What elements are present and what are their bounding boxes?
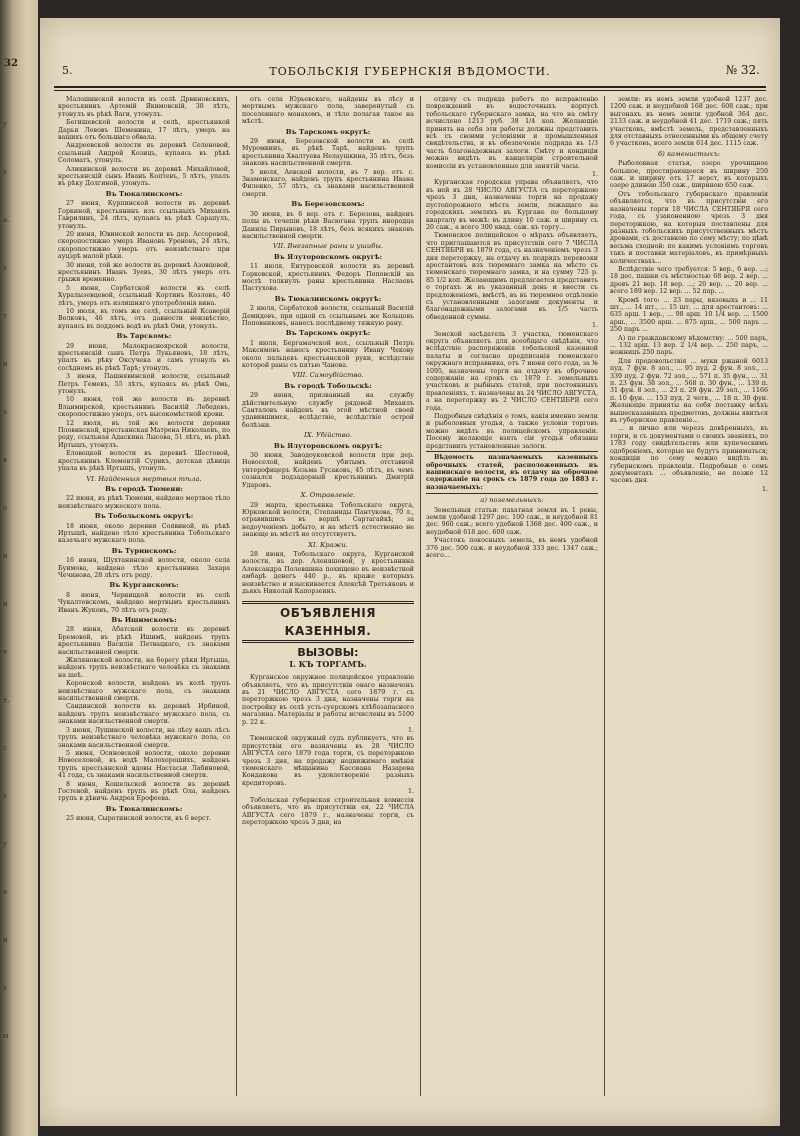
section-heading: Въ Ишимскомъ:: [111, 616, 177, 624]
section-heading: Въ Тарскомъ:: [116, 332, 172, 341]
boxed-notice: Вѣдомость назначаемыхъ казенныхъ оброчныхъ статей, расположенныхъ въ вашинскаго волости, въ отдачу на оброчное содержаніе на срокъ съ 1879 года до 1883 г. назначаемыхъ:: [426, 451, 598, 494]
paragraph: 8 июня, Черницкой волости въ селѣ Чукалтевскомъ, найдено мертвымъ крестьянинъ Иванъ Жуковъ, 70 лѣтъ отъ роду.: [58, 591, 230, 614]
binding-fragment: ь: [3, 984, 7, 992]
section-heading: Въ городѣ Тюмени:: [105, 484, 183, 493]
paragraph: Коронской волости, найденъ въ колѣ трупъ неизвѣстнаго мужскаго пола, съ знаками насильственной смерти.: [58, 680, 230, 703]
binding-fragment: о: [3, 504, 8, 512]
binding-fragment: т: [3, 312, 7, 320]
binding-fragment: у: [3, 840, 8, 848]
paragraph: 29 июня, Малокрасноярской волости, крестьянскій сынъ Петръ Лукьяновъ, 18 лѣтъ, упалъ въ рѣку Оксучека и самъ утонулъ въ сосѣднемъ въ рѣкѣ Тарѣ; утонулъ.: [58, 342, 230, 372]
paragraph: Бегишевской волости и селѣ, крестьянкой Дарьи Левовъ Шеменина, 17 лѣтъ, умеръ на вашихъ отъ большаго обвала.: [58, 119, 230, 142]
paragraph: Земельныя статьи: пахатная земля въ 1 ревы, земли удобной 1297 дес. 100 саж., и неудобной 81 дес. 960 саж.; всего удобной 1368 дес. 400 саж., и неудобной 618 дес. 600 саж.: [426, 506, 598, 536]
paragraph: 1 июля, Бергамачской вол., ссыльный Петръ Максимовъ нанесъ крестьянину Ивану Чекову около пальцевъ крестьянской руки, вслѣдствіе которой раны съ пятью Чанова.: [242, 339, 414, 369]
paragraph: 29 марта, крестьянка Тобольскаго округа, Юрковской волости, Степаниды Пантукова, 70 л., отравившись въ вершѣ Сартагайкѣ; за недоученіемъ добыто, и на мѣстѣ естественно не знающе въ мѣстѣ не отсутствуетъ.: [242, 501, 414, 539]
binding-fragment: е: [3, 648, 8, 656]
binding-fragment: ь: [3, 792, 7, 800]
paragraph: Малошинской волости въ селѣ Дрвиновскихъ, крестьянинъ Артемій Якимовскій, 38 лѣтъ, утонулъ въ рѣкѣ Ваги, утонулъ.: [58, 96, 230, 118]
binding-fragment: е,: [3, 696, 10, 704]
paragraph: Участокъ покосныхъ земель, въ немъ удобной 376 дес. 500 саж. и неудобной 333 дес. 1347 саж.; всего...: [426, 537, 598, 559]
section-subheading: XI. Кражи.: [308, 540, 348, 549]
paragraph: Тюменской окружный судъ публикуетъ, что въ присутствіи его назначены въ 28 ЧИСЛО АВГУСТА сего 1879 года торги, съ переторжкою чрезъ 3 дня, на продажу недвижимаго имѣнія тюменскаго мѣщанина Кассиана Назарова Кондакова въ удовлетвореніе разныхъ кредиторовъ.: [242, 735, 414, 787]
item-end-marker: 1.: [591, 171, 598, 179]
paragraph: Сандинской волости въ деревнѣ Ирбиной, найденъ трупъ неизвѣстнаго мужскаго пола, съ знаками насильственной смерти.: [58, 703, 230, 726]
binding-fragment: ы: [3, 1032, 9, 1040]
binding-fragment: и: [3, 936, 8, 944]
binding-fragment: ь: [3, 264, 7, 272]
paragraph: Тюменское полицейское о мѣрахъ объявляетъ, что приглашаются въ присутствіи сего 7 ЧИСЛА СЕНТЯБРЯ въ 1879 года, съ назначеніемъ чрезъ 3 дня переторжку, на отдачу въ подрядъ перевозки арестантовъ изъ тюремнаго замка на мѣсто съ тюменскаго тюремнаго замка, и на сумму 725 р. 85 1/2 коп. Желающимъ предлагается представить о торгахъ ж въ указанный день и внести съ предложеніемъ, вмѣстѣ, въ въ тюремное отдѣленіе съ установленными залогами документы и благонадежными залогами въ 1/5 часть обведенной суммы.: [426, 232, 598, 321]
binding-fragment: ь: [3, 168, 7, 176]
binding-fragment: у: [3, 120, 8, 128]
section-subheading: X. Отравленіе.: [300, 491, 356, 500]
header-rule: [54, 86, 766, 88]
page-header: [54, 62, 766, 84]
section-heading: Въ Тарскомъ округѣ:: [285, 127, 371, 136]
paragraph: 29 июня, призванный на службу дѣйствительную службу рядовой Михаилъ Санталовъ найденъ въ этой мѣстной своей удавившимся, вслѣдствіе, вслѣдствіе острой болѣзни.: [242, 392, 414, 429]
section-heading: Въ Тобольскомъ округѣ:: [94, 512, 194, 521]
section-heading: Въ Березовскомъ:: [291, 200, 365, 209]
page-number: 5.: [62, 64, 73, 77]
section-heading: Въ Курганскомъ:: [109, 581, 179, 590]
paragraph: 28 июня, Абатской волости въ деревнѣ Бремовой, въ рѣкѣ Ишимѣ, найденъ трупъ крестьянина Василія Петвацкаго, съ знаками насильственной смерти.: [58, 626, 230, 656]
announcements-section: I. КЪ ТОРГАМЪ.: [289, 658, 367, 669]
binding-fragment: а: [3, 888, 8, 896]
paragraph: 20 июня, Ювинской волости въ дер. Ассоровой, скоропостижно умеръ Ивановъ Уреновъ, 24 лѣтъ, скоропостижно умеръ отъ неизвѣстнаго при ауцзрѣ малой рѣки.: [58, 230, 230, 261]
paragraph: Отъ тобольскаго губернскаго правленія объявляется, что въ присутствіи его назначены торги 18 ЧИСЛА СЕНТЯБРЯ сего года, съ узаконенною чрезъ 3 дня переторжкою, на которыя поставлены для разныхъ тобольскихъ присутственныхъ мѣстъ дровами, съ доставкою по сему мѣсту; по цѣнѣ весьма сходной: по какимъ условіямъ торговъ такъ и поставки матеріаловъ, въ примѣрныхъ количествахъ...: [610, 190, 768, 265]
paragraph: 5 июня, Осиновской волости, около деревни Новоселовой, въ водѣ Малохорошихъ, найденъ трупъ крестьянской вдовы Настасьи Лабиновой, 41 года, съ знаками насильственной смерти.: [58, 749, 230, 780]
announcements-subtitle: ВЫЗОВЫ:: [297, 646, 359, 660]
section-heading: Въ Тюкалинскомъ:: [105, 804, 183, 813]
column-4: [610, 96, 768, 1106]
newspaper-page: [40, 18, 780, 1126]
section-heading: Въ Тарскомъ округѣ:: [285, 329, 371, 338]
column-divider: [420, 96, 421, 1096]
paragraph: 25 июня, Сыротинской волости, въ 6 верст.: [66, 815, 212, 823]
paragraph: 3 июня, Пашнявинской волости, ссыльный Петръ Гемевъ, 55 лѣтъ, купаясь въ рѣкѣ Омь, утонулъ.: [58, 373, 230, 396]
section-subheading: а) поземельныхъ:: [480, 496, 544, 505]
paragraph: 5 июня, Сорбатской волости въ селѣ Хуралызевцевой, ссыльный Кортинъ Козловъ, 40 лѣтъ, умеръ отъ излишняго употребленія вина.: [58, 284, 230, 307]
binding-margin: [0, 0, 38, 1136]
paragraph: земли: въ немъ земли удобной 1237 дес. 1200 саж. и неудобной 168 дес. 608 саж.; при выгонахъ въ немъ земли удобной 364 дес. 2133 саж. и неудобной 41 дес. 1719 саж.; пять участковъ, вмѣстѣ земель, представленныхъ для отставныхъ отнесенными къ общему счету 6 участковъ, всего земли 614 дес. 1115 саж.: [610, 96, 768, 148]
section-heading: Въ Ялуторовскомъ округѣ:: [273, 252, 383, 261]
paragraph: 29 июня, Березовской волости въ селѣ Муромкинъ, въ рѣкѣ Тарѣ, найденъ трупъ крестьянина Хвалтуева Нелаушкина, 35 лѣтъ, безъ знаковъ насильственной смерти.: [242, 138, 414, 168]
section-heading: Въ Тюкалинскомъ:: [105, 189, 183, 198]
paragraph: 30 июня, той же волости въ деревнѣ Азовцевой, крестьянинъ Иванъ Зуевъ, 30 лѣтъ умеръ отъ грыжи временно.: [58, 261, 230, 284]
paragraph: Рыболовная статья, озеро урочищное большое, простирающееся въ ширину 250 саж. и ширину отъ 17 верст, въ которыхъ озеро длиною 350 саж., шириною 650 саж.: [610, 160, 768, 190]
item-end-marker: 1.: [407, 788, 414, 796]
paragraph: Вслѣдствіе чего требуется: 5 вер., 6 вер. ...; 18 дес. пашни съ мѣстностью 68 вер. 2 вер. ... дровъ 21 вер. 18 вер. ...; 20 вер. ... 20 вер. ... всего 189 вер. 12 вер. ... 52 пар. ...: [610, 265, 768, 296]
paragraph: 3 июня, Лушинской волости, на лѣсу вашъ лѣсъ трупъ неизвѣстнаго человѣка мужскаго пола, со знаками насильственной смерти.: [58, 726, 230, 749]
paragraph: отдачу съ подряда работъ по исправленію повреждений въ водосточныхъ корпусѣ тобольскаго губернскаго замка, на что на смѣту исчислено 1213 руб. 38 1/4 коп. Желающіе принять на себя эти работы должны представить всѣ съ своими условіями и промышленныя свидѣтельства, и въ обезпеченіе подряда въ 1/3 часть благонадежныя залоги. Смѣту и кондиціи можно видѣть въ канцеляріи строительной комиссіи въ установленные для занятій часы.: [426, 96, 598, 170]
column-divider: [604, 96, 605, 1096]
paragraph: Курганское окружное полицейское управленіе объявляетъ, что въ присутствіи онаго назначенъ въ 21 ЧИСЛО АВГУСТА сего 1879 г. съ переторжкою чрезъ 3 дня, назначены торги на постройку въ селѣ усть-суерскомъ хлѣбозапасного магазина. Матеріалы и работы исчислены въ 5100 р. 22 к.: [242, 674, 414, 726]
section-heading: Въ Тюкалинскомъ округѣ:: [274, 294, 382, 303]
paragraph: 28 июня, Тобольскаго округа, Курганской волости, въ дер. Аленяшевой, у крестьянина Александра Полевшина похищено въ неизвѣстной амбарѣ денегъ 440 р., въ краже которыхъ неизвѣстно и изыскивается Алексѣй Третьяковъ и дьякъ Николай Капорзеинъ.: [242, 550, 414, 595]
newspaper-title: ТОБОЛЬСКІЯ ГУБЕРНСКІЯ ВѢДОМОСТИ.: [269, 65, 551, 78]
section-heading: Въ Туринскомъ:: [111, 546, 177, 555]
binding-fragment: а.: [3, 216, 10, 224]
section-subheading: VII. Внезапные раны и ушибы.: [272, 242, 384, 251]
item-end-marker: 1.: [407, 727, 414, 735]
section-subheading: VI. Найденныя мертвыя тѣла.: [86, 474, 202, 483]
binding-fragment: н: [3, 360, 8, 368]
paragraph: ... и лично или черезъ довѣренныхъ, въ торги, и съ документами о своихъ званіяхъ, по 1783 году свидѣтельствъ или купеческимъ одобреніемъ, которые не будутъ приниматься; кондиціи по сему можно видѣть въ губернскомъ правленіи. Подробныя о семъ документахъ ... объявленіе, не позже 12 часовъ дня.: [610, 425, 768, 485]
paragraph: 27 июня, Курпинской волости въ деревнѣ Горкиной, крестьянинъ изъ ссыльныхъ Михаилъ Гаврилинъ, 24 лѣтъ, купаясь въ рѣкѣ Сарапулъ, утонулъ.: [58, 200, 230, 230]
binding-fragment: ъ: [3, 408, 8, 416]
column-divider: [236, 96, 237, 1096]
paragraph: 10 июня, той же волости въ деревнѣ Влаимирской, крестьянинъ Василій Лебедевъ, скоропостижно умеръ, отъ высокомѣстной крови.: [58, 396, 230, 419]
paragraph: Подробныя свѣдѣнія о томъ, какія именно земли и рыболовныя угодья, а также условія торговъ можно видѣть въ полицейскомъ управленіи. Посему желающіе взять сіи угодья обязаны представить установленные залоги.: [426, 413, 598, 450]
paragraph: Андреевской волости въ деревнѣ Селеновой, ссыльный Андрей Козицъ, купаясь въ рѣкѣ Соломатъ, утонулъ.: [58, 142, 230, 165]
paragraph: отъ села Юрьевскаго, найдены въ лѣсу и мертвымъ мужскаго пола, заверенутый съ поселеннаго монахомъ, и тѣло полагая такое на мѣстѣ.: [242, 96, 414, 126]
section-subheading: IX. Убійство.: [304, 431, 352, 440]
paragraph: Еловецкой волости въ деревнѣ Шестовой, крестьянинъ Клементій Сурикъ, детская дѣвица упала въ рѣкѣ Иртышъ, утонулъ.: [58, 450, 230, 473]
column-1: [58, 96, 230, 1106]
paragraph: Тобольская губернская строительная комиссія объявляетъ, что въ присутствіи ея, 22 ЧИСЛА АВГУСТА сего 1879 г., назначены торги, съ переторжкою чрезъ 3 дня, на: [242, 796, 414, 826]
paragraph: Земской засѣдатель 3 участка, тюменскаго округа объявляетъ для всеобщаго свѣдѣнія, что вслѣдствіе распоряженія тобольской казенной палаты и согласно предписанія тюменскаго окружнаго исправника, отъ 7 июня сего года, за № 1095, назначены торги на отдачу въ оброчное содержаніе на срокъ съ 1879 г. земельныхъ участковъ и рыбныхъ статей, при постоянныхъ правленіяхъ, т. назначены въ 24 ЧИСЛО АВГУСТА, а на переторжку въ 2 ЧИСЛО СЕНТЯБРЯ сего года.: [426, 330, 598, 412]
paragraph: 12 июля, въ той же волости деревни Пловинской, крестьянская Матрена Николаевъ, по роду, ссыльная Адаскина Лысова, 51 лѣтъ, въ рѣкѣ Иртышъ, утонулъ.: [58, 419, 230, 449]
paragraph: 22 июня, въ рѣкѣ Тюмени, найдено мертвое тѣло неизвѣстнаго мужеского пола.: [58, 495, 230, 510]
paragraph: 30 июня, Заводоуковской волости при дер. Новоселой, найденъ убитымъ отставной унтерофицеръ Козьма Гусаковъ, 45 лѣтъ, въ чемъ сознался подзадорный крестьянинъ Дмитрій Ударовъ.: [242, 452, 414, 489]
paragraph: Курганская городская управа объявляетъ, что въ ней въ 28 ЧИСЛО АВГУСТА съ переторжкою чрезъ 3 дня, назначены торги на продажу пустопорожнего мѣста земли, лежащаго на городскихъ земляхъ въ Кургане по большому кварталу въ межѣ: въ длину 10 саж. и ширину съ 20 саж., а всего 300 квад. саж. къ торгу...: [426, 179, 598, 231]
paragraph: 30 июня, въ 6 вер. отъ г. Березова, найденъ полы въ течепіи рѣки Васюгана трупъ инородца Данила Пирыновъ, 18 лѣтъ, безъ всякихъ знаковъ насильственной смерти.: [242, 210, 414, 240]
paragraph: Аликинской волости въ деревнѣ Михайловой, крестьянскій сынъ Иванъ Коптевъ, 5 лѣтъ, упалъ въ рѣку Долгиной, утонулъ.: [58, 165, 230, 188]
section-subheading: VIII. Самоубійство.: [292, 371, 364, 380]
binding-fragment: н: [3, 552, 8, 560]
paragraph: 2 июля, Сорбатской волости, ссыльный Василій Демидовъ, при одной съ ссыльнымъ же Кольцовъ Поповниковъ, нанесъ послѣднему тяжкую рану.: [242, 305, 414, 327]
binding-fragment: в: [3, 456, 7, 464]
section-heading: Въ городѣ Тобольскѣ:: [284, 381, 372, 390]
paragraph: Кромѣ того: ... 23 пары, вязовыхъ и ... 11 шт., ... 14 шт., ... 15 шт. ... для арестантовъ: ... 635 арш. 1 вер., ... 98 арш. 10 1/4 вер. ... 1500 арш., ... 3500 арш. ... 875 арш., ... 500 паръ ... 250 паръ ...: [610, 296, 768, 334]
paragraph: 10 июля, въ томъ же селѣ, ссыльный Ксаверій Волковъ, 46 лѣтъ, отъ давности неизвѣстно, купаясь въ поддомъ водѣ въ рѣкѣ Оми, утонулъ.: [58, 307, 230, 330]
item-end-marker: 1.: [591, 322, 598, 330]
issue-number: № 32.: [725, 63, 760, 77]
paragraph: Жиляновской волости, на берегу рѣки Иртыша, найденъ трупъ неизвѣстнаго человѣка съ знаками на шеѣ.: [58, 657, 230, 679]
header-rule-thin: [54, 90, 766, 91]
section-subheading: б) каменистыхъ:: [657, 149, 721, 158]
paragraph: 8 июня, Кошельской волости въ деревнѣ Гостевой, найденъ трупъ въ рѣкѣ Ола, найденъ трупъ в дѣвичь Андрея Ерофеева.: [58, 780, 230, 803]
paragraph: 11 июля, Ентуровской волости въ деревнѣ Горковской, крестьянинъ Федоръ Поповскій на мостѣ толкнулъ раны крестьянина Наслаевъ Пастухова.: [242, 263, 414, 293]
announcements-title: ОБЪЯВЛЕНІЯ КАЗЕННЫЯ.: [242, 601, 414, 643]
paragraph: А) по гражданскому вѣдомству: ... 500 паръ, ... 132 арш. 13 вер. 2 1/4 вер. ... 250 паръ, ... ножницъ 250 паръ.: [610, 334, 768, 357]
column-2: [242, 96, 414, 1106]
paragraph: 18 июня, около деревни Соявиной, въ рѣкѣ Иртышѣ, найдено тѣло крестьянина Тобольскаго казачьяго мужскаго пола.: [58, 522, 230, 545]
paragraph: 5 июля, Аевской волости, въ 7 вер. отъ с. Знаменскаго, найденъ трупъ крестьянина Ивана Филенко, 57 лѣтъ, съ знаками насильственной смерти.: [242, 168, 414, 198]
paragraph: Для продовольствія ... муки ржаной 6013 пуд. 7 фун. 8 зол., ... 95 пуд. 2 фун. 8 зол., ... 339 пуд. 2 фун. 72 зол., ... 571 п. 35 фун., ... 31 п. 23 фун. 38 зол., ... 568 п. 30 фун., ... 139 п. 31 фун. 8 зол., ... 23 п. 29 фун. 29 зол., ... 1166 п. 10 фун. ... 153 пуд. 2 четв., ... 18 п. 30 фун. Желающіе приняты на себя поставку всѣхъ вышесказанныхъ предметовъ, должны явиться въ губернское правленіе...: [610, 357, 768, 425]
section-heading: Въ Ялуторовскомъ округѣ:: [273, 441, 383, 450]
item-end-marker: 1.: [761, 485, 768, 493]
column-3: [426, 96, 598, 1106]
binding-fragment: с: [3, 744, 7, 752]
binding-page-number: 32: [4, 58, 18, 69]
binding-fragment: и: [3, 600, 8, 608]
paragraph: 16 июня, Шухтанинской волости, около села Буимова, найдено тѣло крестьянина Захара Чечинова, 28 лѣтъ отъ роду.: [58, 557, 230, 579]
